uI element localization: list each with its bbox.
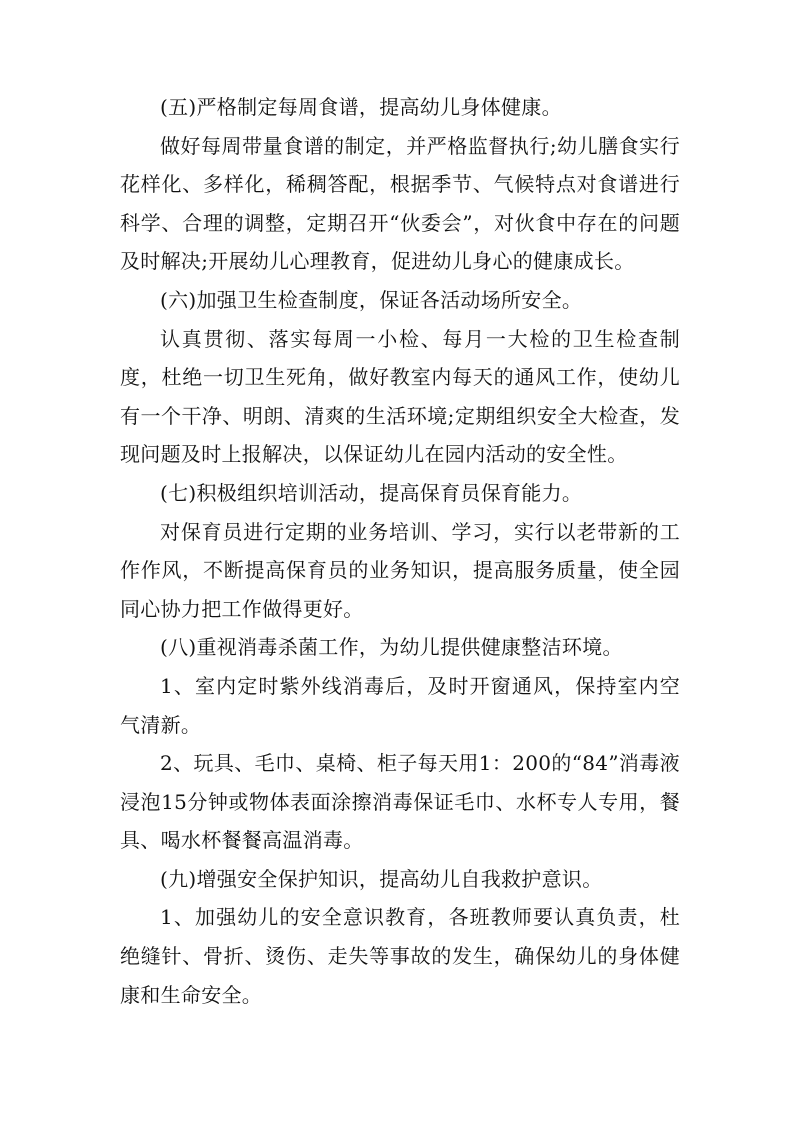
list-item: 1、加强幼儿的安全意识教育，各班教师要认真负责，杜绝缝针、骨折、烫伤、走失等事故的发生，确保幼儿的身体健康和生命安全。 [120,905,680,1007]
body-paragraph: 做好每周带量食谱的制定，并严格监督执行;幼儿膳食实行花样化、多样化，稀稠答配，根据季节、气候特点对食谱进行科学、合理的调整，定期召开“伙委会”，对伙食中存在的问题及时解决;开展幼儿心理教育，促进幼儿身心的健康成长。 [120,133,680,274]
section-heading-5: (五)严格制定每周食谱，提高幼儿身体健康。 [160,95,562,119]
section-heading-6: (六)加强卫生检查制度，保证各活动场所安全。 [160,287,583,312]
body-paragraph: 对保育员进行定期的业务培训、学习，实行以老带新的工作作风，不断提高保育员的业务知识，提高服务质量，使全园同心协力把工作做得更好。 [120,519,680,621]
section-heading-8: (八)重视消毒杀菌工作，为幼儿提供健康整洁环境。 [160,635,623,660]
document-body [120,88,680,1014]
list-item: 2、玩具、毛巾、桌椅、柜子每天用1：200的“84”消毒液浸泡15分钟或物体表面涂擦消毒保证毛巾、水杯专人专用，餐具、喝水杯餐餐高温消毒。 [120,751,680,853]
section-heading-7: (七)积极组织培训活动，提高保育员保育能力。 [160,480,583,505]
list-item: 1、室内定时紫外线消毒后，及时开窗通风，保持室内空气清新。 [120,673,680,737]
body-paragraph: 认真贯彻、落实每周一小检、每月一大检的卫生检查制度，杜绝一切卫生死角，做好教室内每天的通风工作，使幼儿有一个干净、明朗、清爽的生活环境;定期组织安全大检查，发现问题及时上报解决，以保证幼儿在园内活动的安全性。 [120,326,680,467]
section-heading-9: (九)增强安全保护知识，提高幼儿自我救护意识。 [160,866,603,891]
